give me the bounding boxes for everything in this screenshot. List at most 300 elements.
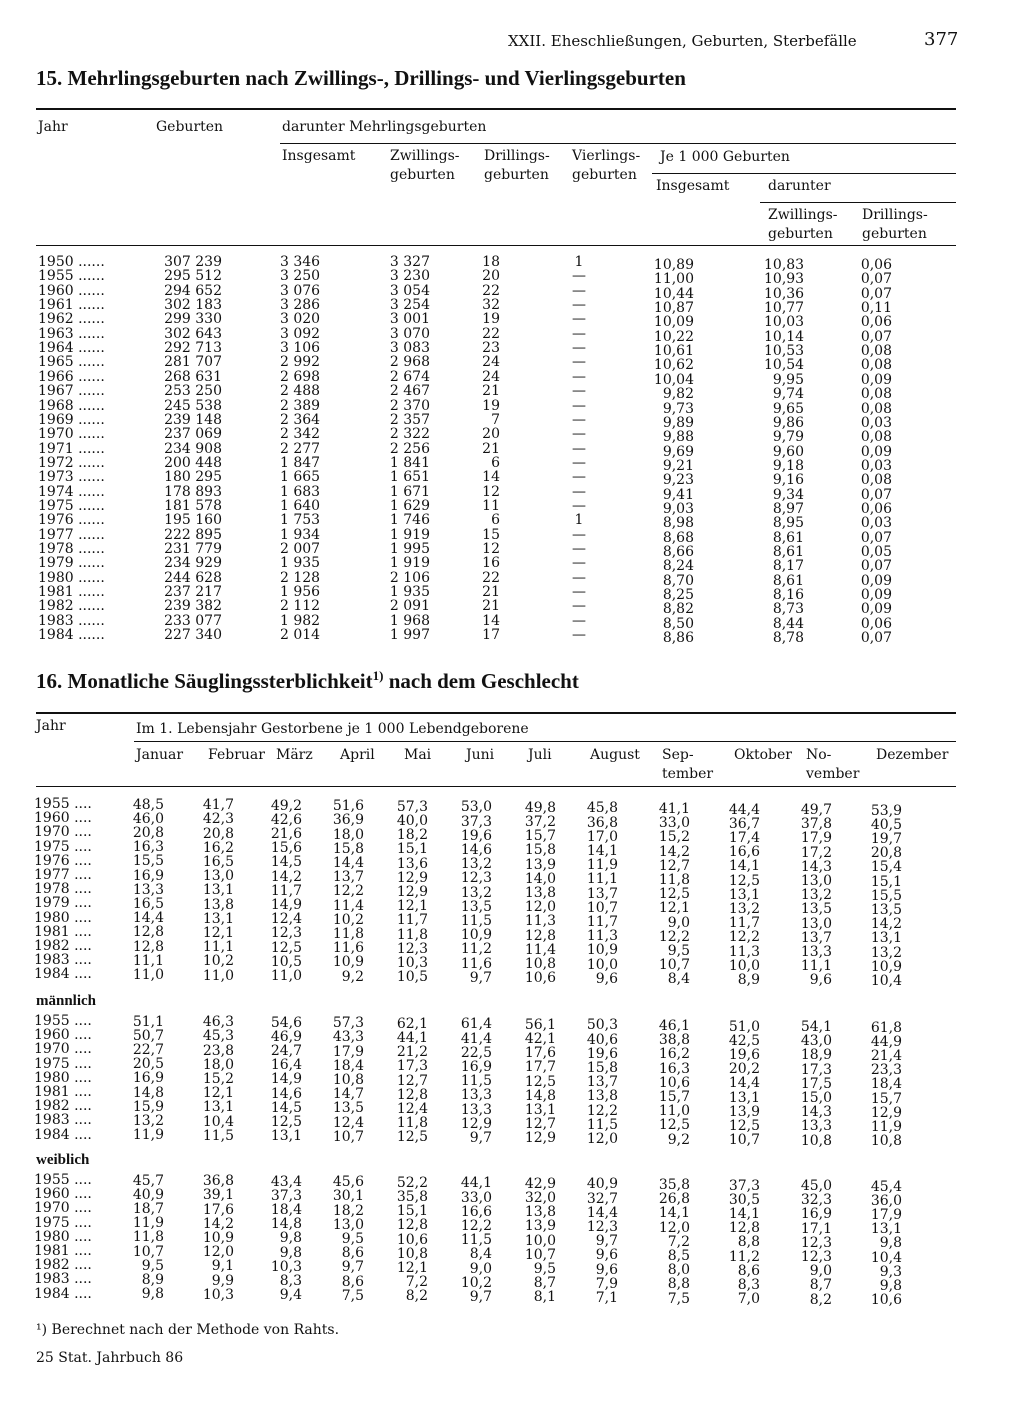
- table-cell: 3 106: [280, 340, 321, 357]
- table-cell: 13,5: [460, 898, 492, 915]
- table-cell: 234 929: [164, 555, 222, 572]
- table-cell: 45,8: [586, 800, 618, 817]
- table-cell: 13,7: [800, 929, 832, 946]
- table-cell: 51,0: [728, 1018, 760, 1035]
- table-cell: 18,9: [800, 1047, 832, 1064]
- table-cell: 3 250: [280, 268, 321, 285]
- table-cell: 3 020: [280, 311, 321, 328]
- table-cell: —: [572, 598, 586, 615]
- table-cell: 16,9: [800, 1206, 832, 1223]
- table-cell: 37,2: [524, 814, 556, 831]
- table-cell: 13,1: [202, 882, 234, 899]
- col-insgesamt-header: Insgesamt: [282, 148, 356, 164]
- table-cell: 13,1: [202, 1099, 234, 1116]
- table-cell: 17,9: [870, 1207, 902, 1223]
- table-cell: 54,1: [800, 1019, 832, 1036]
- table-cell: 239 382: [164, 598, 222, 615]
- table-cell: 19,6: [586, 1045, 618, 1062]
- table-cell: 9,23: [662, 472, 694, 489]
- table-cell: 14,3: [800, 858, 832, 875]
- table-cell: 3 076: [280, 282, 321, 299]
- table-cell: —: [572, 426, 586, 443]
- row-year: 1981 ......: [38, 584, 105, 601]
- table-cell: 8,17: [772, 558, 804, 575]
- table-cell: 11,8: [332, 926, 364, 942]
- table-cell: 13,5: [800, 901, 832, 918]
- table-cell: 7,9: [595, 1275, 618, 1292]
- table-cell: 7,0: [737, 1291, 760, 1308]
- table-cell: 10,2: [202, 953, 234, 970]
- table-cell: 11,6: [332, 940, 364, 957]
- table-cell: 0,07: [860, 529, 892, 546]
- table-cell: 10,5: [396, 969, 428, 986]
- row-year: 1979 ......: [38, 555, 105, 572]
- table-cell: 0,08: [860, 400, 892, 417]
- table-cell: 24,7: [270, 1043, 302, 1060]
- table-cell: 12,5: [658, 886, 690, 903]
- table-cell: 17,4: [728, 829, 760, 846]
- table-cell: 10,6: [396, 1231, 428, 1248]
- table-cell: 45,6: [332, 1174, 364, 1191]
- table-cell: 12,2: [586, 1102, 618, 1119]
- table-cell: 14,5: [270, 854, 302, 871]
- table-cell: 16: [482, 555, 500, 572]
- table-cell: 8,16: [772, 587, 804, 604]
- table-cell: 8,70: [662, 572, 694, 589]
- table-cell: 239 148: [164, 411, 222, 428]
- table-cell: 0,07: [860, 328, 892, 345]
- table-cell: 2 370: [389, 397, 430, 414]
- table-cell: 14,1: [728, 1205, 760, 1222]
- month-header: April: [340, 747, 375, 763]
- table-cell: 0,03: [860, 457, 892, 474]
- table-cell: 10,03: [764, 314, 805, 331]
- table-cell: 8,2: [405, 1288, 428, 1305]
- table-cell: 9,2: [341, 968, 364, 985]
- table-cell: 13,3: [800, 944, 832, 961]
- table-cell: 13,9: [728, 1103, 760, 1120]
- table-cell: 13,2: [800, 887, 832, 904]
- col-je-drillings-header: Drillings- geburten: [862, 207, 928, 242]
- table-cell: 10,89: [653, 257, 694, 273]
- table-cell: 41,1: [658, 800, 690, 817]
- table-cell: 11,2: [728, 1248, 760, 1265]
- table-cell: 40,0: [396, 812, 428, 829]
- table-cell: 9,8: [141, 1286, 164, 1303]
- table-cell: 294 652: [164, 282, 222, 299]
- table-cell: 12,3: [800, 1234, 832, 1251]
- table-cell: 39,1: [202, 1187, 234, 1204]
- table-cell: 9,5: [667, 942, 690, 959]
- table-cell: 17,1: [800, 1220, 832, 1237]
- row-year: 1982 ....: [34, 1257, 92, 1274]
- row-year: 1984 ....: [34, 1285, 92, 1302]
- table-cell: —: [572, 397, 586, 414]
- table-cell: 36,8: [586, 814, 618, 831]
- table-cell: —: [572, 541, 586, 557]
- table-cell: 13,7: [332, 869, 364, 886]
- row-year: 1970 ....: [34, 824, 92, 841]
- table-cell: 32: [482, 297, 500, 314]
- table-cell: 1 847: [280, 454, 321, 471]
- table-cell: 8,24: [662, 558, 694, 575]
- table-cell: 9,6: [595, 1261, 618, 1278]
- table-cell: 14,6: [460, 841, 492, 858]
- table-cell: 302 183: [164, 297, 222, 314]
- row-year: 1955 ....: [34, 1172, 92, 1188]
- table-cell: 0,09: [860, 443, 892, 460]
- table-cell: 24: [482, 354, 500, 371]
- table-cell: 2 128: [280, 569, 321, 586]
- table-cell: 9,1: [211, 1258, 234, 1275]
- month-header: Dezember: [876, 747, 949, 763]
- table-15-top-rule: [36, 108, 956, 110]
- table-cell: 10,62: [653, 357, 694, 374]
- table-cell: 10,0: [524, 1232, 556, 1249]
- table-cell: 222 895: [164, 526, 222, 543]
- table-cell: 9,6: [595, 970, 618, 987]
- table-16-top-rule: [36, 712, 956, 714]
- table-cell: 2 091: [389, 598, 430, 615]
- table-cell: 9,18: [772, 457, 804, 474]
- table-cell: 1: [574, 512, 584, 529]
- table-cell: 181 578: [164, 497, 222, 514]
- table-cell: 8,66: [662, 544, 694, 560]
- table-cell: 10,14: [764, 328, 805, 345]
- row-year: 1978 ......: [38, 541, 105, 557]
- table-cell: 13,6: [396, 855, 428, 872]
- table-cell: 10,04: [653, 371, 694, 388]
- table-cell: 10,7: [132, 1243, 164, 1260]
- table-cell: 244 628: [164, 569, 222, 586]
- table-cell: 17,3: [396, 1058, 428, 1075]
- table-cell: 16,6: [728, 844, 760, 861]
- month-header: Juni: [466, 747, 495, 763]
- table-cell: 14,5: [270, 1099, 302, 1116]
- row-year: 1976 ......: [38, 512, 105, 529]
- table-cell: 8,3: [737, 1276, 760, 1293]
- row-year: 1983 ......: [38, 612, 105, 629]
- table-cell: 1 629: [389, 497, 430, 514]
- table-cell: 180 295: [164, 469, 222, 486]
- row-year: 1972 ......: [38, 454, 105, 471]
- table-cell: 7,2: [405, 1274, 428, 1291]
- table-cell: 10,5: [270, 953, 302, 970]
- table-cell: 17,6: [202, 1201, 234, 1218]
- table-cell: 35,8: [396, 1188, 428, 1205]
- table-cell: —: [572, 368, 586, 385]
- table-cell: 11,3: [524, 913, 556, 930]
- table-cell: 12,0: [202, 1244, 234, 1261]
- table-cell: 3 327: [389, 254, 430, 270]
- table-cell: 61,8: [870, 1019, 902, 1036]
- row-year: 1975 ....: [34, 1214, 92, 1231]
- table-cell: 21: [482, 598, 500, 615]
- table-cell: 10,87: [653, 300, 694, 317]
- table-cell: 11,5: [460, 1232, 492, 1249]
- row-year: 1960 ....: [34, 810, 92, 827]
- row-year: 1981 ....: [34, 1243, 92, 1259]
- col-darunter-mehrlingsgeburten-header: darunter Mehrlingsgeburten: [282, 119, 487, 135]
- table-cell: 2 106: [389, 569, 430, 586]
- table-cell: 16,9: [132, 1070, 164, 1087]
- table-cell: 37,3: [270, 1187, 302, 1204]
- table-cell: 10,36: [764, 285, 805, 302]
- table-cell: 2 389: [280, 397, 321, 414]
- month-header: Januar: [136, 747, 184, 763]
- table-cell: 46,9: [270, 1028, 302, 1045]
- table-cell: 12,0: [586, 1131, 618, 1147]
- table-cell: 9,0: [667, 914, 690, 931]
- table-cell: 15,8: [586, 1060, 618, 1076]
- table-cell: 8,6: [341, 1245, 364, 1262]
- table-cell: 15,1: [396, 841, 428, 858]
- table-cell: 36,8: [202, 1173, 234, 1190]
- table-cell: 57,3: [332, 1015, 364, 1032]
- table-cell: 22: [482, 282, 500, 299]
- table-cell: 2 364: [280, 411, 321, 428]
- table-cell: 7,5: [667, 1290, 690, 1307]
- row-year: 1977 ......: [38, 526, 105, 543]
- table-cell: 16,9: [460, 1058, 492, 1075]
- table-cell: 9,7: [595, 1233, 618, 1250]
- table-cell: 22: [482, 569, 500, 586]
- table-cell: 1: [574, 254, 584, 270]
- table-cell: 9,7: [469, 1129, 492, 1146]
- table-cell: 3 286: [280, 297, 321, 314]
- table-cell: 40,6: [586, 1031, 618, 1048]
- table-cell: 17,9: [800, 830, 832, 847]
- table-cell: 1 997: [389, 627, 430, 644]
- table-cell: 10,77: [764, 300, 805, 317]
- table-cell: 38,8: [658, 1032, 690, 1049]
- table-cell: 302 643: [164, 325, 222, 342]
- table-cell: 0,09: [860, 601, 892, 618]
- table-cell: 8,50: [662, 615, 694, 632]
- month-header: Sep- tember: [662, 747, 714, 782]
- table-cell: 1 746: [389, 512, 430, 529]
- table-cell: 44,4: [728, 801, 760, 818]
- row-year: 1981 ....: [34, 1084, 92, 1100]
- table-cell: 16,9: [132, 867, 164, 884]
- table-cell: 41,4: [460, 1030, 492, 1047]
- row-year: 1984 ....: [34, 966, 92, 983]
- col-zwillings-header: Zwillings- geburten: [390, 148, 460, 183]
- table-cell: 234 908: [164, 440, 222, 457]
- table-cell: 0,03: [860, 414, 892, 431]
- table-cell: 8,95: [772, 515, 804, 532]
- table-cell: 8,0: [667, 1262, 690, 1279]
- table-cell: 11,0: [658, 1103, 690, 1120]
- table-cell: 13,3: [460, 1087, 492, 1104]
- table-cell: 15,9: [132, 1098, 164, 1115]
- table-cell: —: [572, 411, 586, 428]
- table-cell: 0,05: [860, 544, 892, 560]
- row-year: 1966 ......: [38, 368, 105, 385]
- table-cell: 15,8: [524, 842, 556, 859]
- table-cell: 10,22: [653, 328, 694, 345]
- table-cell: 11,6: [460, 955, 492, 972]
- table-cell: 12,1: [658, 900, 690, 917]
- table-cell: 2 992: [280, 354, 321, 371]
- table-cell: 54,6: [270, 1014, 302, 1031]
- table-cell: 0,09: [860, 572, 892, 589]
- table-cell: 13,7: [586, 885, 618, 902]
- table-cell: 231 779: [164, 541, 222, 557]
- table-cell: 0,08: [860, 386, 892, 403]
- table-cell: 233 077: [164, 612, 222, 629]
- row-year: 1960 ....: [34, 1186, 92, 1203]
- table-cell: 30,1: [332, 1188, 364, 1205]
- table-cell: 9,7: [341, 1259, 364, 1276]
- table-cell: 21: [482, 584, 500, 601]
- table-cell: 40,9: [586, 1176, 618, 1193]
- row-year: 1981 ....: [34, 923, 92, 940]
- table-cell: 8,5: [667, 1247, 690, 1264]
- row-year: 1983 ....: [34, 952, 92, 969]
- table-cell: —: [572, 268, 586, 285]
- table-cell: 17,0: [586, 828, 618, 845]
- col-vierlings-header: Vierlings- geburten: [572, 148, 641, 183]
- row-year: 1968 ......: [38, 397, 105, 414]
- table-cell: —: [572, 555, 586, 572]
- table-cell: 13,1: [202, 910, 234, 927]
- table-cell: —: [572, 483, 586, 500]
- row-year: 1962 ......: [38, 311, 105, 328]
- table-cell: 13,2: [460, 856, 492, 873]
- table-cell: 12,9: [396, 883, 428, 900]
- table-cell: 46,0: [132, 810, 164, 827]
- running-head: XXII. Eheschließungen, Geburten, Sterbefälle: [508, 32, 857, 50]
- table-cell: 13,8: [202, 896, 234, 913]
- table-cell: 12,5: [658, 1117, 690, 1134]
- table-cell: 16,3: [132, 839, 164, 856]
- table-cell: 17,2: [800, 844, 832, 861]
- row-year: 1976 ....: [34, 852, 92, 869]
- table-cell: 0,11: [860, 300, 892, 317]
- table-cell: 48,5: [132, 796, 164, 813]
- footnote: ¹) Berechnet nach der Methode von Rahts.: [36, 1322, 340, 1338]
- table-cell: 14,2: [870, 916, 902, 933]
- table-cell: 3 230: [389, 268, 430, 285]
- month-header: Juli: [528, 747, 552, 763]
- table-cell: 12,2: [460, 1217, 492, 1234]
- table-cell: 3 254: [389, 297, 430, 314]
- table-cell: —: [572, 383, 586, 400]
- table-cell: 14,2: [270, 868, 302, 885]
- table-cell: 12,4: [332, 1114, 364, 1131]
- table-cell: 178 893: [164, 483, 222, 500]
- table-cell: 17,5: [800, 1075, 832, 1092]
- table-cell: 50,7: [132, 1027, 164, 1044]
- table-cell: 9,6: [809, 972, 832, 989]
- table-cell: 15,2: [202, 1070, 234, 1087]
- table-cell: 14: [482, 469, 500, 486]
- table-cell: 9,3: [879, 1263, 902, 1280]
- table-cell: 195 160: [164, 512, 222, 529]
- table-cell: 8,6: [341, 1273, 364, 1290]
- table-cell: 11,9: [132, 1215, 164, 1232]
- table-cell: 1 982: [280, 612, 321, 629]
- table-cell: 8,4: [469, 1246, 492, 1263]
- table-cell: 37,8: [800, 816, 832, 833]
- table-cell: 292 713: [164, 340, 222, 357]
- table-cell: 23,8: [202, 1042, 234, 1059]
- table-cell: 10,9: [332, 954, 364, 971]
- table-cell: 51,1: [132, 1013, 164, 1030]
- table-cell: 11,00: [653, 271, 694, 288]
- table-16-span-rule: [134, 741, 956, 742]
- table-cell: 17,7: [524, 1059, 556, 1076]
- table-cell: 10,6: [870, 1292, 902, 1309]
- table-cell: 13,5: [870, 902, 902, 918]
- table-cell: 11,3: [728, 943, 760, 960]
- table-cell: 56,1: [524, 1016, 556, 1033]
- table-cell: 8,61: [772, 529, 804, 546]
- table-cell: 11,4: [524, 941, 556, 958]
- row-year: 1975 ....: [34, 838, 92, 855]
- table-cell: 8,98: [662, 515, 694, 532]
- table-cell: 21: [482, 440, 500, 457]
- table-cell: 33,0: [658, 815, 690, 832]
- table-cell: 50,3: [586, 1017, 618, 1034]
- table-cell: 10,6: [524, 970, 556, 987]
- table-cell: 10,93: [764, 271, 805, 288]
- table-cell: 44,1: [396, 1029, 428, 1046]
- table-cell: —: [572, 311, 586, 328]
- table-cell: 9,74: [772, 386, 804, 403]
- table-cell: 9,82: [662, 386, 694, 403]
- table-cell: 1 995: [389, 541, 430, 557]
- t16-span-header: Im 1. Lebensjahr Gestorbene je 1 000 Lebendgeborene: [136, 721, 529, 737]
- table-cell: 49,8: [524, 799, 556, 816]
- row-year: 1955 ......: [38, 268, 105, 285]
- table-cell: 12,7: [524, 1116, 556, 1133]
- table-cell: 1 956: [280, 584, 321, 601]
- table-cell: 17,9: [332, 1043, 364, 1060]
- table-cell: 10,0: [586, 956, 618, 973]
- table-cell: 0,03: [860, 515, 892, 532]
- table-cell: 49,7: [800, 802, 832, 819]
- table-cell: —: [572, 526, 586, 543]
- table-cell: 2 968: [389, 354, 430, 371]
- table-cell: 12,5: [728, 1117, 760, 1134]
- table-cell: 9,69: [662, 443, 694, 460]
- table-cell: 12,8: [396, 1217, 428, 1234]
- table-cell: 11,5: [586, 1116, 618, 1133]
- table-cell: 10,54: [764, 357, 805, 374]
- table-cell: 14,9: [270, 1071, 302, 1088]
- table-cell: 13,1: [870, 930, 902, 947]
- col-darunter-header: darunter: [768, 178, 831, 194]
- table-cell: 7,1: [595, 1290, 618, 1306]
- table-cell: 14,8: [132, 1084, 164, 1101]
- table-cell: 245 538: [164, 397, 222, 414]
- table-cell: 42,9: [524, 1175, 556, 1192]
- table-cell: 42,6: [270, 811, 302, 828]
- table-cell: 40,9: [132, 1186, 164, 1203]
- table-cell: 1 919: [389, 555, 430, 572]
- row-year: 1970 ....: [34, 1041, 92, 1058]
- table-cell: 8,73: [772, 601, 804, 618]
- table-cell: 12: [482, 541, 500, 557]
- table-cell: 8,86: [662, 630, 694, 647]
- table-cell: 9,5: [141, 1257, 164, 1274]
- table-cell: 10,2: [460, 1274, 492, 1291]
- table-cell: 35,8: [658, 1176, 690, 1193]
- table-cell: 10,6: [658, 1074, 690, 1091]
- table-cell: 0,09: [860, 371, 892, 388]
